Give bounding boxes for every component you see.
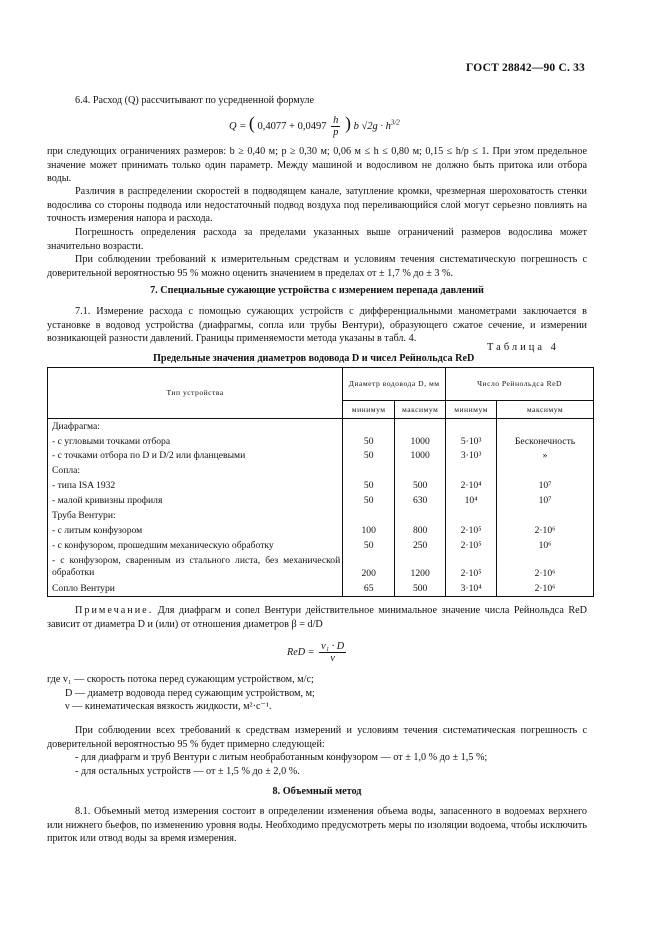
cell-device: - малой кривизны профиля (48, 493, 343, 508)
cell-d-min: 200 (343, 553, 395, 581)
table-header-d-max: максимум (395, 401, 446, 419)
table-4 (47, 367, 594, 597)
table-4-label: Таблица 4 (487, 342, 559, 353)
cell-device: - типа ISA 1932 (48, 479, 343, 494)
cell-re-min: 3·10⁴ (446, 581, 497, 596)
formula-fraction (331, 115, 340, 138)
cell-d-max: 800 (395, 523, 446, 538)
section-8-1-text: 8.1. Объемный метод измерения состоит в определении изменения объема воды, запасенного в водоемах верхнего или нижнего бьефов, по изменению уровня воды. Необходимо предусмотреть меры по изоляции водоема, чтобы исключить приток или отвод воды за время измерения. (47, 806, 587, 845)
section-6-4-p4: При соблюдении требований к измерительным средствам и условиям течения систематическую погрешность с доверительной вероятностью 95 % можно оценить значением в пределах от ± 1,7 % до ± 3 %. (47, 254, 587, 279)
cell-re-max (497, 464, 594, 479)
table-row (48, 581, 594, 596)
table-4-title: Предельные значения диаметров водовода D и чисел Рейнольдса ReD (153, 353, 475, 364)
section-6-4-intro: 6.4. Расход (Q) рассчитывают по усредненной формуле (75, 95, 315, 106)
cell-re-max: 2·10⁶ (497, 553, 594, 581)
cell-d-min (343, 508, 395, 523)
table-row (48, 508, 594, 523)
table-header-d-min: минимум (343, 401, 395, 419)
formula-lhs: Q = (229, 120, 247, 132)
section-6-4-p3: Погрешность определения расхода за пределами указанных выше ограничений размеров водослива может значительно возрасти. (47, 227, 587, 252)
table-row (48, 553, 594, 581)
table-row (48, 523, 594, 538)
cell-d-min: 50 (343, 449, 395, 464)
cell-d-max: 500 (395, 479, 446, 494)
cell-re-max (497, 419, 594, 434)
cell-re-max (497, 508, 594, 523)
cell-re-min: 5·10³ (446, 434, 497, 449)
cell-d-min: 50 (343, 479, 395, 494)
cell-re-max: 10⁶ (497, 538, 594, 553)
formula-den: p (333, 127, 339, 138)
cell-device: - с литым конфузором (48, 523, 343, 538)
note-label: Примечание. (75, 605, 154, 616)
cell-device: - с точками отбора по D и D/2 или фланцевыми (48, 449, 343, 464)
table-row (48, 538, 594, 553)
list-item: - для диафрагм и труб Вентури с литым необработанным конфузором — от ± 1,0 % до ± 1,5 %; (75, 752, 488, 763)
cell-d-min (343, 419, 395, 434)
cell-d-max: 1200 (395, 553, 446, 581)
cell-re-min: 3·10³ (446, 449, 497, 464)
table-header-device-type: Тип устройства (48, 368, 343, 419)
cell-device: Диафрагма: (48, 419, 343, 434)
where-line-d: D — диаметр водовода перед сужающим устройством, м; (65, 687, 315, 699)
table-4-note (47, 604, 587, 631)
section-6-4-constraints: при следующих ограничениях размеров: b ≥ 0,40 м; p ≥ 0,30 м; 0,06 м ≤ h ≤ 0,80 м; 0,15 ≤ h/p ≤ 1. При этом предельное значение может принимать только один параметр. Между машиной и водосливом не должно быть притока или отбора воды. (47, 146, 587, 185)
cell-re-max: 10⁷ (497, 479, 594, 494)
where-block (47, 673, 587, 714)
cell-d-min: 50 (343, 434, 395, 449)
reynolds-lhs: ReD = (287, 646, 315, 658)
cell-d-max: 1000 (395, 449, 446, 464)
cell-d-min: 100 (343, 523, 395, 538)
table-row (48, 419, 594, 434)
cell-device: - с угловыми точками отбора (48, 434, 343, 449)
cell-device: - с конфузором, сваренным из стального листа, без механической обработки (48, 553, 343, 581)
cell-d-min: 50 (343, 493, 395, 508)
reynolds-fraction (319, 641, 346, 664)
where-line-v1: где v₁ — скорость потока перед сужающим устройством, м/с; (47, 674, 314, 685)
table-header-diameter: Диаметр водовода D, мм (343, 368, 446, 401)
section-6-4-p2: Различия в распределении скоростей в подводящем канале, затупление кромки, чрезмерная шероховатость стенки водослива со стороны подвода или недостаточный подвод воздуха под переливающийся слой могут серьезно повлиять на точность измерения напора и расхода. (47, 186, 587, 225)
table-row (48, 479, 594, 494)
page-header: ГОСТ 28842—90 С. 33 (466, 62, 585, 74)
cell-re-min (446, 508, 497, 523)
table-row (48, 464, 594, 479)
cell-d-max (395, 419, 446, 434)
cell-device: Сопла: (48, 464, 343, 479)
cell-re-min: 2·10⁵ (446, 523, 497, 538)
reynolds-formula (287, 641, 348, 664)
cell-d-min: 65 (343, 581, 395, 596)
cell-re-max: 2·10⁶ (497, 581, 594, 596)
cell-re-max: Бесконечность (497, 434, 594, 449)
cell-d-max: 500 (395, 581, 446, 596)
cell-re-min: 2·10⁵ (446, 553, 497, 581)
cell-re-min: 10⁴ (446, 493, 497, 508)
error-estimate-text: При соблюдении всех требований к средствам измерений и условиям течения систематическая погрешность с доверительной вероятностью 95 % будет примерно следующей: (47, 725, 587, 750)
where-line-nu: ν — кинематическая вязкость жидкости, м²·с⁻¹. (65, 701, 272, 713)
table-row (48, 493, 594, 508)
formula-close-paren: ) (344, 112, 351, 133)
cell-device: Сопло Вентури (48, 581, 343, 596)
cell-d-max: 630 (395, 493, 446, 508)
note-text: Для диафрагм и сопел Вентури действительное минимальное значение числа Рейнольдса ReD зависит от диаметра D и (или) от отношения диаметров β = d/D (47, 605, 588, 630)
discharge-formula (229, 112, 400, 138)
cell-d-max (395, 464, 446, 479)
formula-exponent: 3/2 (390, 118, 400, 127)
error-list (47, 751, 587, 778)
formula-tail: b √2g · h (353, 120, 391, 132)
cell-re-max: 10⁷ (497, 493, 594, 508)
cell-device: Труба Вентури: (48, 508, 343, 523)
cell-re-min: 2·10⁴ (446, 479, 497, 494)
cell-re-min: 2·10⁵ (446, 538, 497, 553)
cell-re-max: » (497, 449, 594, 464)
cell-d-min: 50 (343, 538, 395, 553)
list-item: - для остальных устройств — от ± 1,5 % до ± 2,0 %. (75, 765, 300, 777)
formula-coef: 0,4077 + 0,0497 (257, 120, 327, 132)
table-header-re-min: минимум (446, 401, 497, 419)
section-7-1-text: 7.1. Измерение расхода с помощью сужающих устройств с дифференциальными манометрами заключается в установке в водовод устройства (диафрагмы, сопла или трубы Вентури), образующего сжатое сечение, и измерении возникающей разности давлений. Границы применяемости метода указаны в табл. 4. (47, 306, 587, 345)
reynolds-num: v₁ · D (321, 641, 345, 652)
formula-open-paren: ( (248, 112, 255, 133)
cell-device: - с конфузором, прошедшим механическую обработку (48, 538, 343, 553)
cell-re-min (446, 419, 497, 434)
cell-re-max: 2·10⁶ (497, 523, 594, 538)
cell-d-min (343, 464, 395, 479)
reynolds-den: ν (330, 653, 335, 664)
section-7-title: 7. Специальные сужающие устройства с измерением перепада давлений (150, 285, 484, 296)
formula-num: h (333, 115, 339, 126)
cell-re-min (446, 464, 497, 479)
cell-d-max: 250 (395, 538, 446, 553)
section-8-title: 8. Объемный метод (272, 786, 362, 797)
table-row (48, 434, 594, 449)
cell-d-max: 1000 (395, 434, 446, 449)
cell-d-max (395, 508, 446, 523)
table-header-reynolds: Число Рейнольдса ReD (446, 368, 594, 401)
table-row (48, 449, 594, 464)
table-header-re-max: максимум (497, 401, 594, 419)
